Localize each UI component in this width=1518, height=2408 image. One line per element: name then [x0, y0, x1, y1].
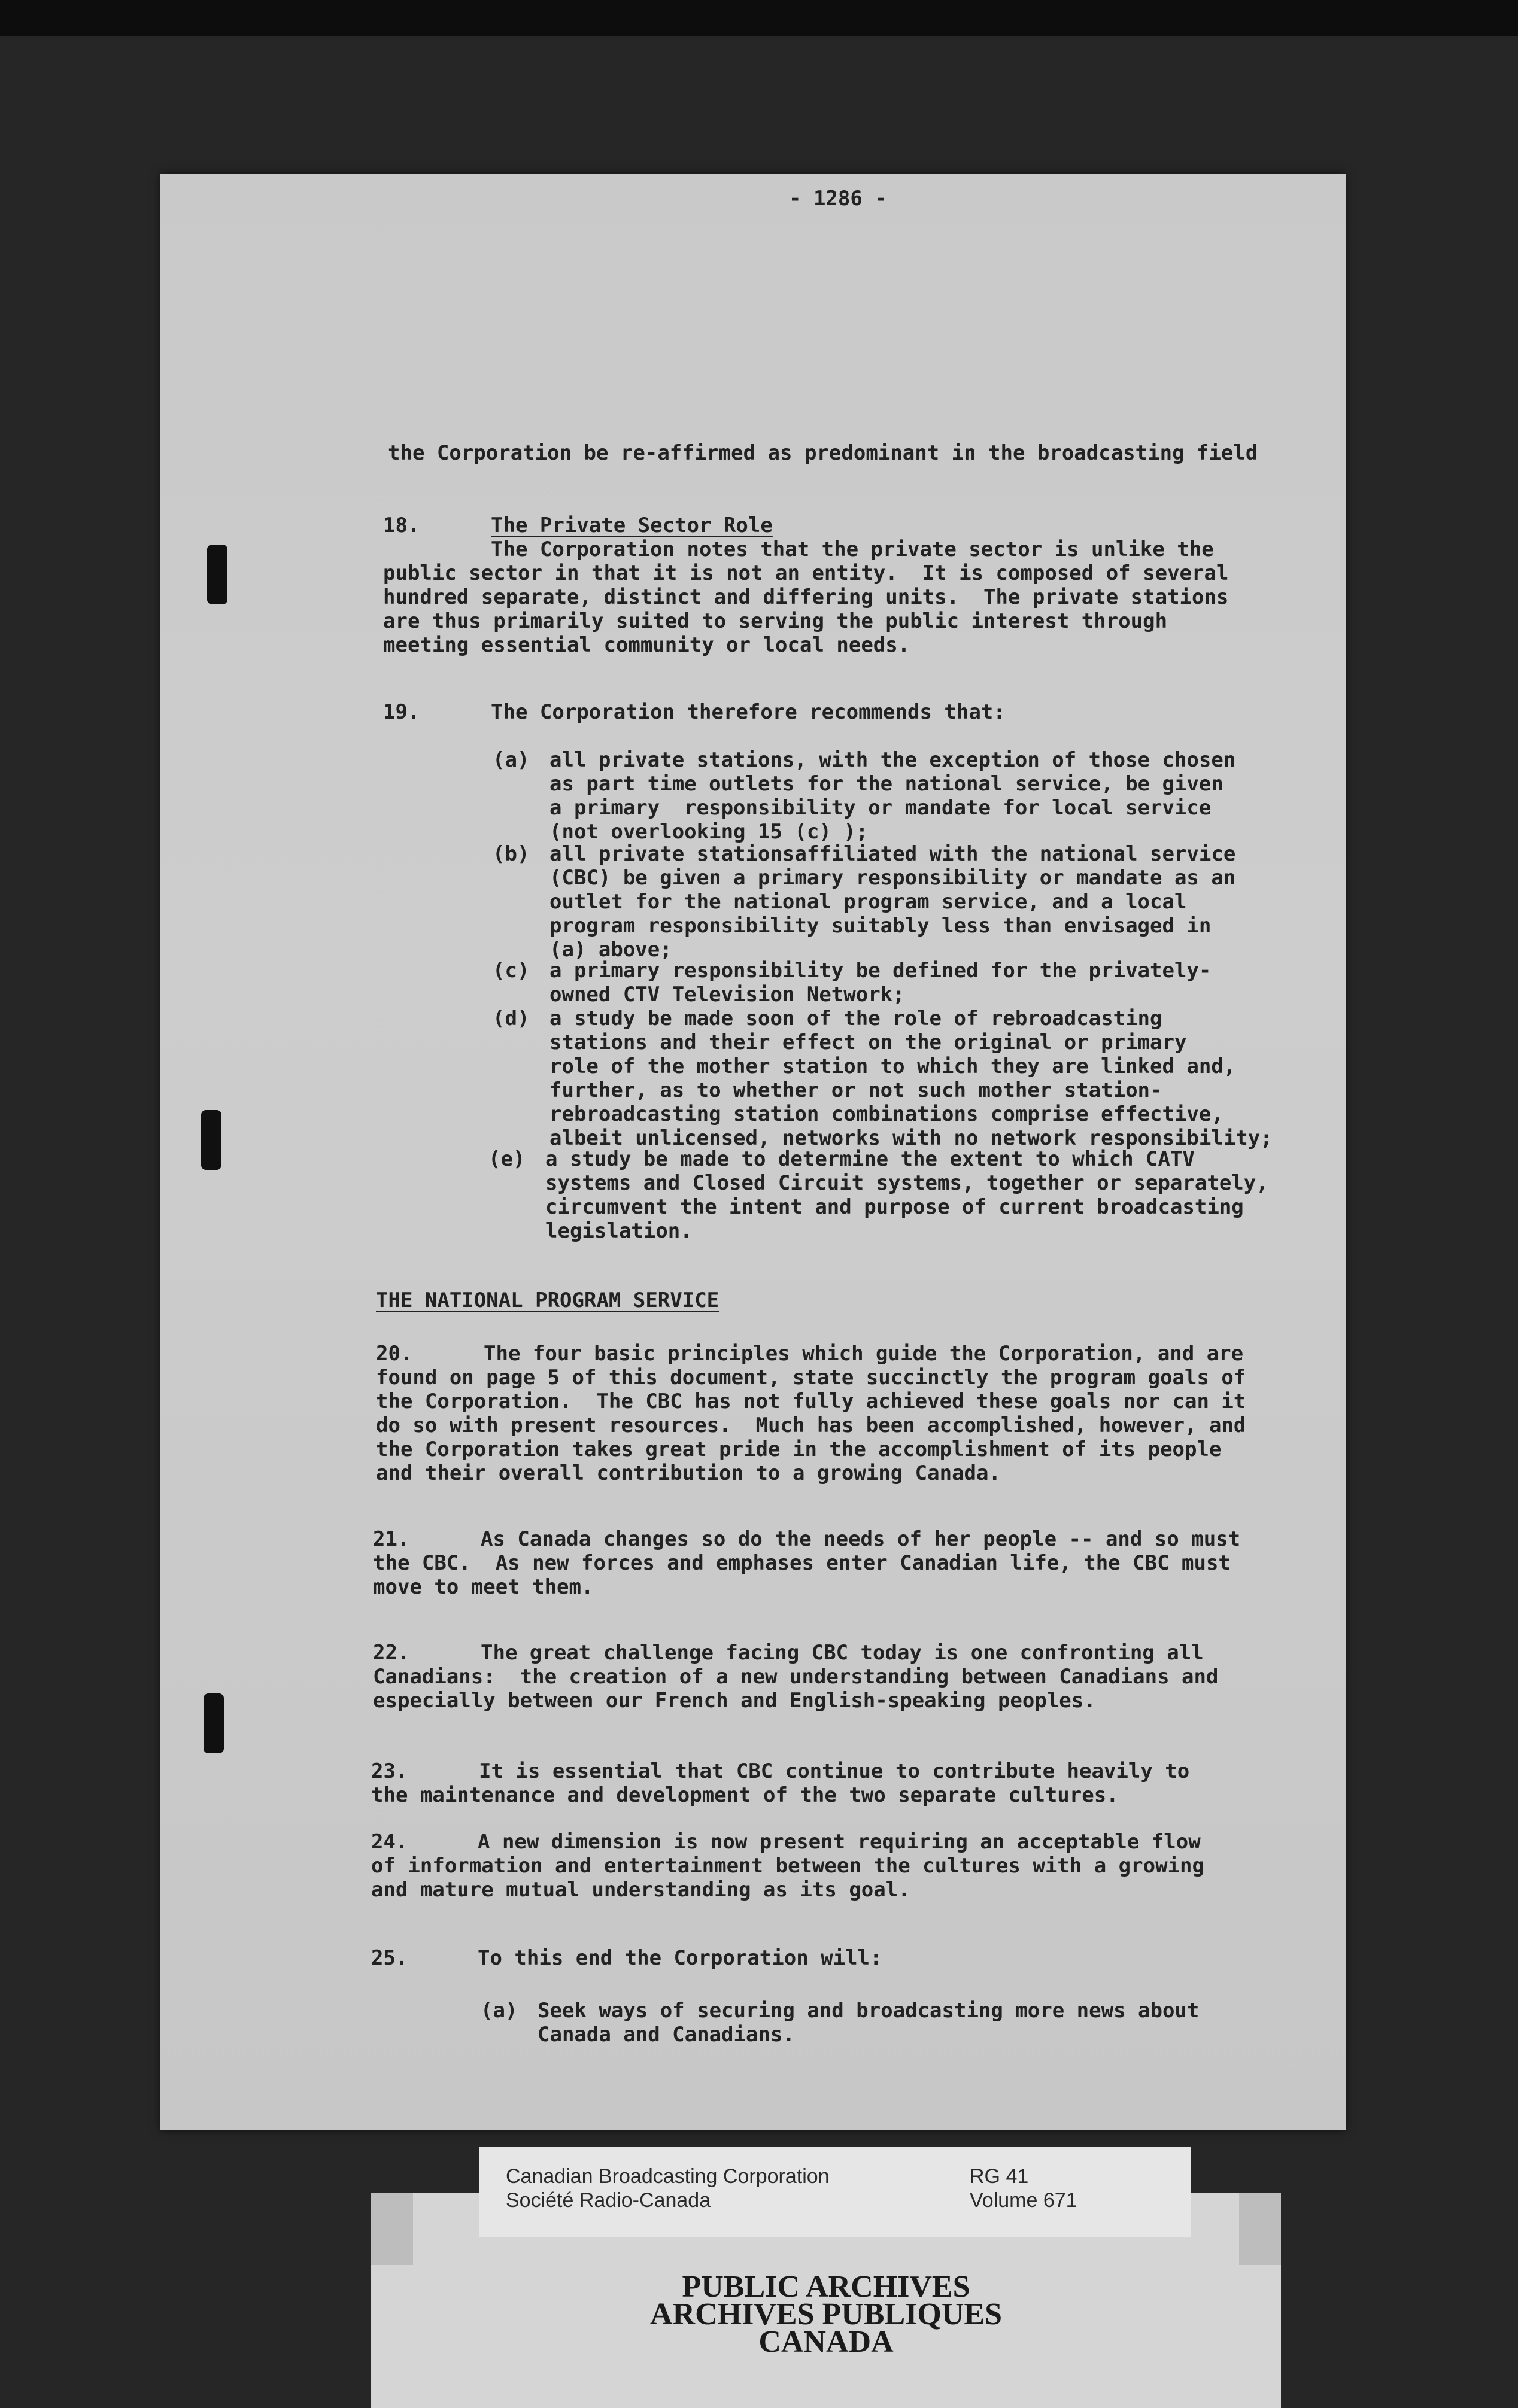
page-number: - 1286 - [789, 187, 887, 211]
paragraph-number: 20. [376, 1342, 413, 1366]
item-label: (b) [493, 842, 530, 866]
stamp-line: CANADA [758, 2325, 894, 2359]
item-line: further, as to whether or not such mother station- [549, 1078, 1162, 1102]
paragraph-number: 21. [373, 1527, 410, 1551]
punch-hole-mark [201, 1110, 221, 1170]
stamp-line: PUBLIC ARCHIVES [682, 2270, 970, 2304]
label-volume: Volume 671 [970, 2189, 1077, 2212]
film-border [0, 0, 1518, 36]
paragraph-line: the Corporation takes great pride in the accomplishment of its people [376, 1437, 1222, 1461]
item-label: (a) [493, 748, 530, 772]
paragraph-line: and mature mutual understanding as its goal. [371, 1878, 910, 1902]
item-line: albeit unlicensed, networks with no network responsibility; [549, 1126, 1273, 1150]
paragraph-line: the maintenance and development of the two separate cultures. [371, 1783, 1119, 1807]
paragraph-line: do so with present resources. Much has been accomplished, however, and [376, 1413, 1246, 1437]
item-line: (a) above; [549, 938, 672, 962]
paragraph-number: 22. [373, 1641, 410, 1665]
stamp-line: ARCHIVES PUBLIQUES [649, 2297, 1003, 2331]
item-label: (a) [481, 1999, 518, 2023]
label-record-group: RG 41 [970, 2165, 1029, 2188]
paragraph-line: hundred separate, distinct and differing units. The private stations [383, 585, 1229, 609]
paragraph-line: The four basic principles which guide the Corporation, and are [484, 1342, 1244, 1366]
paragraph-line: the CBC. As new forces and emphases enter Canadian life, the CBC must [373, 1551, 1231, 1575]
paragraph-line: of information and entertainment between the cultures with a growing [371, 1854, 1204, 1878]
item-line: a primary responsibility or mandate for local service [549, 796, 1212, 820]
paragraph-number: 23. [371, 1759, 408, 1783]
paragraph-line: As Canada changes so do the needs of her people -- and so must [481, 1527, 1241, 1551]
section-heading: The Private Sector Role [491, 513, 773, 537]
paragraph-line: and their overall contribution to a growing Canada. [376, 1461, 1001, 1485]
paragraph-line: move to meet them. [373, 1575, 594, 1599]
paragraph-number: 24. [371, 1830, 408, 1854]
item-line: role of the mother station to which they are linked and, [549, 1054, 1236, 1078]
item-line: a primary responsibility be defined for the privately- [549, 959, 1212, 983]
paragraph-number: 19. [383, 700, 420, 724]
paragraph-line: Canadians: the creation of a new understanding between Canadians and [373, 1665, 1219, 1689]
paragraph-number: 18. [383, 513, 420, 537]
lead-in-line: the Corporation be re-affirmed as predominant in the broadcasting field [388, 441, 1258, 465]
item-line: (not overlooking 15 (c) ); [549, 820, 869, 844]
item-line: owned CTV Television Network; [549, 983, 905, 1007]
paragraph-line: A new dimension is now present requiring an acceptable flow [478, 1830, 1201, 1854]
item-line: program responsibility suitably less than envisaged in [549, 914, 1212, 938]
punch-hole-mark [207, 545, 227, 604]
item-label: (d) [493, 1007, 530, 1030]
item-line: legislation. [545, 1219, 693, 1243]
item-line: rebroadcasting station combinations comprise effective, [549, 1102, 1223, 1126]
item-line: (CBC) be given a primary responsibility or mandate as an [549, 866, 1236, 890]
item-line: a study be made soon of the role of rebroadcasting [549, 1007, 1162, 1030]
paragraph-line: The Corporation notes that the private sector is unlike the [491, 537, 1214, 561]
paragraph-line: The great challenge facing CBC today is one confronting all [481, 1641, 1204, 1665]
item-line: Seek ways of securing and broadcasting more news about [538, 1999, 1200, 2023]
item-line: stations and their effect on the original or primary [549, 1030, 1187, 1054]
archive-label [479, 2147, 1191, 2237]
paragraph-intro: The Corporation therefore recommends that: [491, 700, 1006, 724]
item-label: (c) [493, 959, 530, 983]
item-line: outlet for the national program service, and a local [549, 890, 1187, 914]
item-line: Canada and Canadians. [538, 2023, 795, 2047]
stamp-tab [371, 2193, 413, 2265]
paragraph-line: It is essential that CBC continue to contribute heavily to [479, 1759, 1190, 1783]
paragraph-line: especially between our French and English-speaking peoples. [373, 1689, 1096, 1713]
item-label: (e) [488, 1147, 526, 1171]
item-line: as part time outlets for the national service, be given [549, 772, 1223, 796]
punch-hole-mark [204, 1693, 224, 1753]
paragraph-number: 25. [371, 1946, 408, 1970]
paragraph-line: found on page 5 of this document, state succinctly the program goals of [376, 1366, 1246, 1390]
label-org-en: Canadian Broadcasting Corporation [506, 2165, 830, 2188]
label-org-fr: Société Radio-Canada [506, 2189, 711, 2212]
item-line: systems and Closed Circuit systems, together or separately, [545, 1171, 1268, 1195]
paragraph-line: meeting essential community or local needs. [383, 633, 910, 657]
paragraph-line: are thus primarily suited to serving the public interest through [383, 609, 1168, 633]
stamp-tab [1239, 2193, 1281, 2265]
paragraph-line: the Corporation. The CBC has not fully achieved these goals nor can it [376, 1390, 1246, 1413]
paragraph-line: public sector in that it is not an entity. It is composed of several [383, 561, 1229, 585]
document-page [160, 174, 1346, 2130]
item-line: circumvent the intent and purpose of current broadcasting [545, 1195, 1244, 1219]
item-line: all private stationsaffiliated with the national service [549, 842, 1236, 866]
paragraph-intro: To this end the Corporation will: [478, 1946, 882, 1970]
item-line: a study be made to determine the extent to which CATV [545, 1147, 1195, 1171]
item-line: all private stations, with the exception of those chosen [549, 748, 1236, 772]
section-heading: THE NATIONAL PROGRAM SERVICE [376, 1288, 719, 1312]
